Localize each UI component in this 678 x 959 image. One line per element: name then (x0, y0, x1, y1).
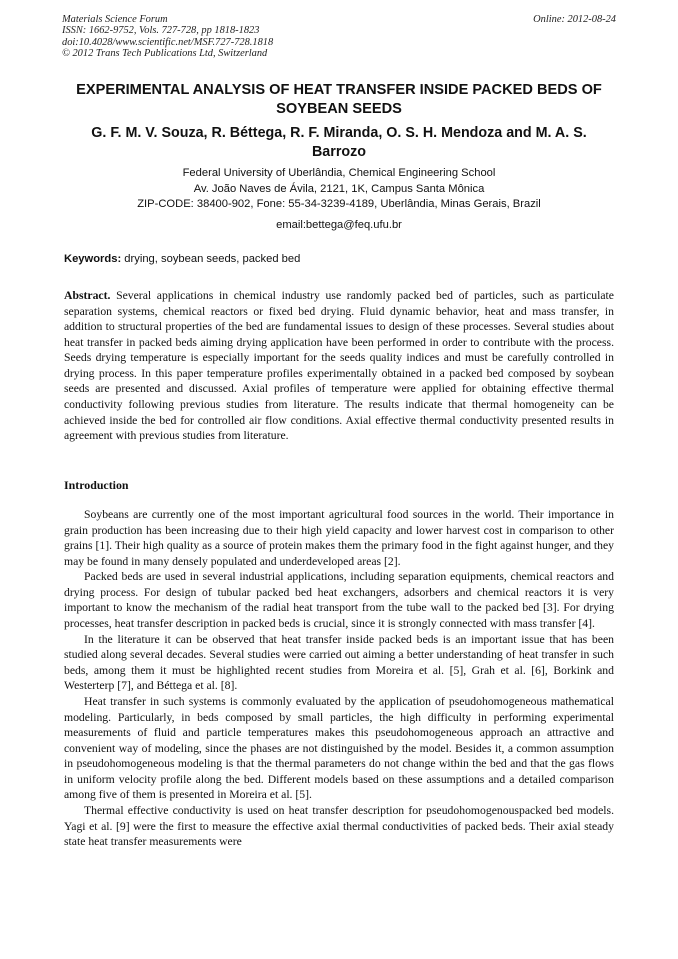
online-date: Online: 2012-08-24 (533, 14, 616, 25)
affiliation-line: ZIP-CODE: 38400-902, Fone: 55-34-3239-4189, Uberlândia, Minas Gerais, Brazil (137, 198, 541, 211)
issn-line: ISSN: 1662-9752, Vols. 727-728, pp 1818-1823 (62, 25, 260, 37)
keywords-label: Keywords: (64, 253, 122, 265)
paragraph: Thermal effective conductivity is used on heat transfer description for pseudohomogenouspacked bed models. Yagi et al. [9] were the first to measure the effective axial thermal conductivities of packed beds. Their axial steady state heat transfer measurements were (64, 803, 614, 849)
doi-line: doi:10.4028/www.scientific.net/MSF.727-728.1818 (62, 36, 274, 48)
copyright-line: © 2012 Trans Tech Publications Ltd, Switzerland (62, 47, 268, 59)
abstract (64, 288, 614, 444)
affiliation-line: Federal University of Uberlândia, Chemical Engineering School (182, 167, 496, 179)
contact-email: email:bettega@feq.ufu.br (276, 219, 402, 231)
paragraph: In the literature it can be observed that heat transfer inside packed beds is an important issue that has been studied along several decades. Several studies were carried out aiming a better understanding of heat transfer in such beds, among them it must be highlighted recent studies from Moreira et al. [5], Grah et al. [6], Borkink and Westerterp [7], and Béttega et al. [8]. (64, 632, 614, 693)
introduction-body (64, 507, 614, 850)
affiliation (70, 166, 608, 213)
author-list: G. F. M. V. Souza, R. Béttega, R. F. Miranda, O. S. H. Mendoza and M. A. S. Barrozo (91, 125, 587, 160)
keywords-text: drying, soybean seeds, packed bed (121, 253, 301, 265)
journal-header (62, 14, 616, 59)
paragraph: Heat transfer in such systems is commonly evaluated by the application of pseudohomogeneous mathematical modeling. Particularly, in beds composed by small particles, the high difficulty in performing experimental measurements of fluid and particle temperatures makes this pseudohomogeneous approach an attractive and convenient way of modeling, since the phases are not distinguished by the model. Besides it, a common assumption in pseudohomogeneous modeling is that the thermal parameters do not change within the bed and that the gas flows in uniform velocity profile along the bed. Different models based on these assumptions and a detailed comparison among five of them is presented in Moreira et al. [5]. (64, 694, 614, 802)
keywords (64, 252, 614, 267)
affiliation-line: Av. João Naves de Ávila, 2121, 1K, Campus Santa Mônica (193, 182, 485, 195)
paragraph: Packed beds are used in several industrial applications, including separation equipments, chemical reactors and drying process. For design of tubular packed bed heat exchangers, adsorbers and chemical reactors it is very important to know the mechanism of the radial heat transport from the tube wall to the packed bed [3]. For drying processes, heat transfer description in packed beds is crucial, since it is strongly connected with mass transfer [4]. (64, 570, 614, 631)
paragraph: Soybeans are currently one of the most important agricultural food sources in the world. Their importance in grain production has been increasing due to their high yield capacity and lower harvest cost in comparison to other grains [1]. Their high quality as a source of protein makes them the primary food in the fight against hunger, and they may be found in many densely populated and underdeveloped areas [2]. (64, 508, 614, 568)
paper-title: EXPERIMENTAL ANALYSIS OF HEAT TRANSFER INSIDE PACKED BEDS OF SOYBEAN SEEDS (76, 82, 602, 117)
section-heading-introduction: Introduction (64, 478, 129, 492)
journal-name: Materials Science Forum (62, 14, 168, 25)
abstract-text: Several applications in chemical industry use randomly packed bed of particles, such as particulate separation systems, chemical reactors or fixed bed drying. Fluid dynamic behavior, heat and mass transfer, in addition to structural properties of the bed are fundamental issues to design of these processes. Several studies about heat transfer in packed beds aiming drying application have been performed in order to contribute with the process. Seeds drying temperature is especially important for the seeds quality indices and must be carefully controlled in drying process. In this paper temperature profiles experimentally obtained in a packed bed composed by soybean seeds are presented and discussed. Axial profiles of temperature were applied for obtaining effective thermal conductivity following previous studies from literature. The results indicate that thermal homogeneity can be achieved inside the bed for controlled air flow conditions. Axial effective thermal conductivity presented results in agreement with previous studies from literature. (64, 289, 614, 443)
abstract-label: Abstract. (64, 289, 111, 302)
